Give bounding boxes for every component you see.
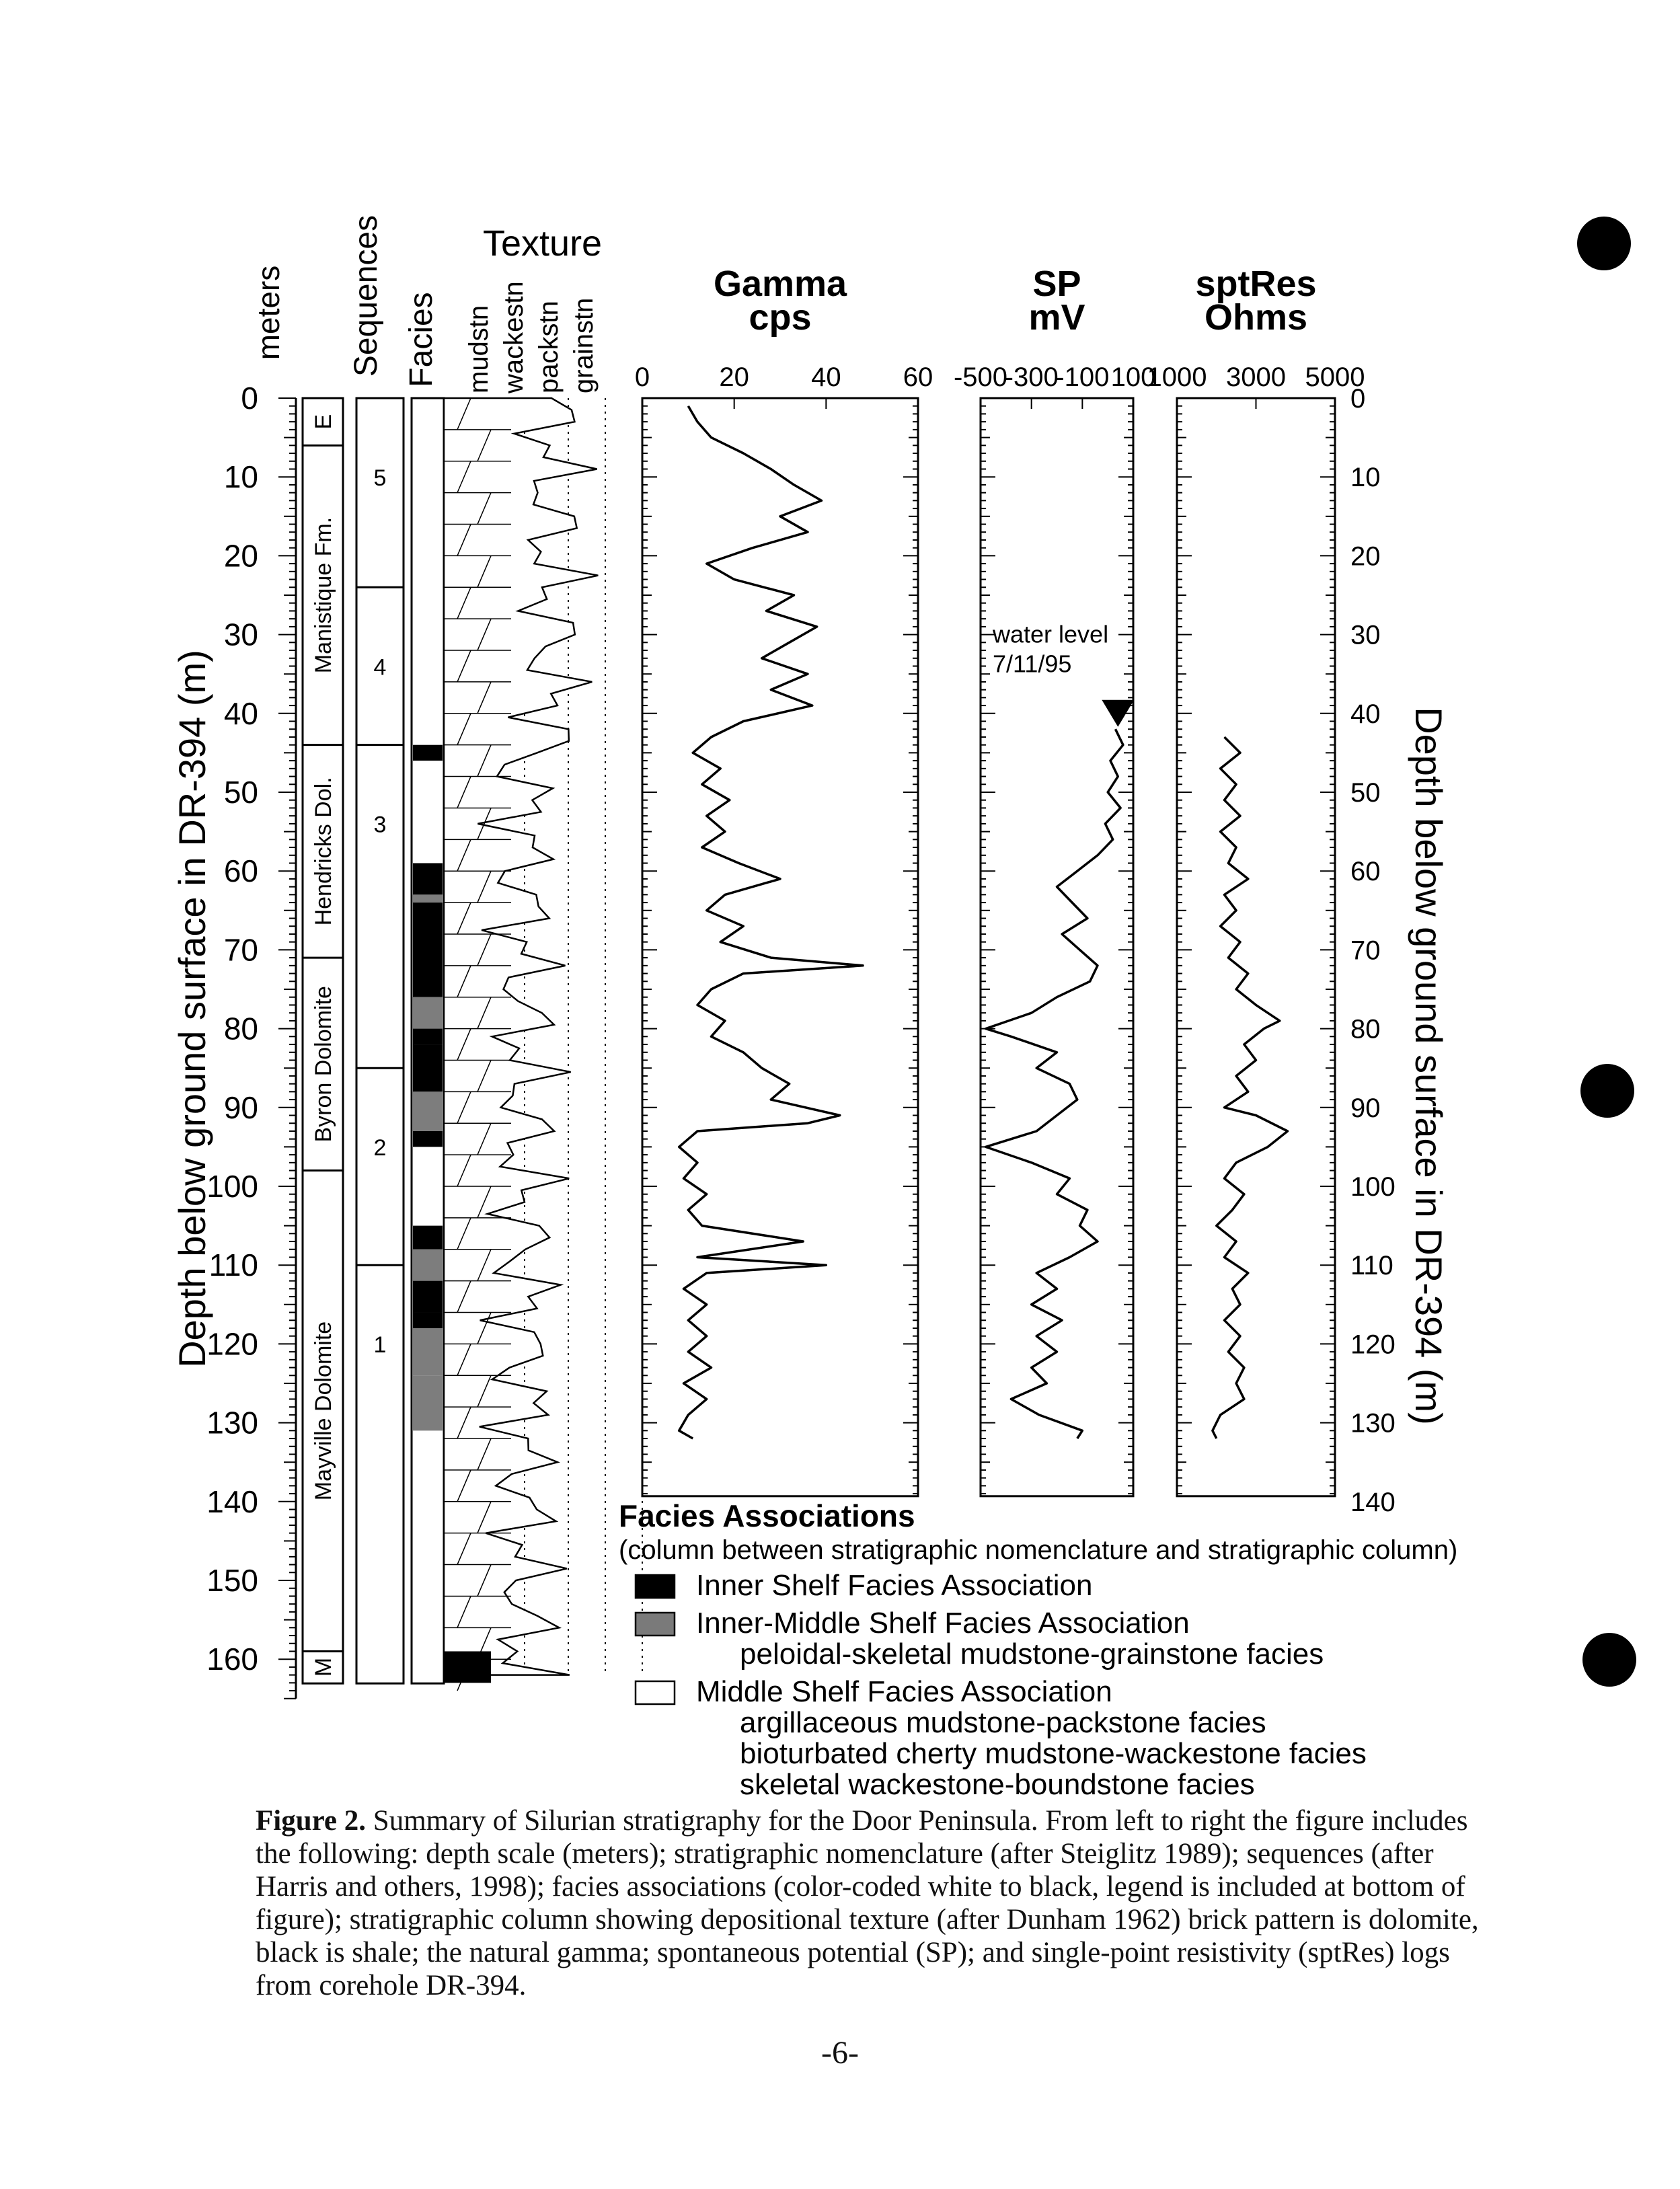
texture-class-label: wackestn	[499, 281, 529, 393]
legend-item-label: Inner-Middle Shelf Facies Association	[696, 1607, 1190, 1640]
depth-tick-label: 40	[223, 695, 258, 731]
right-depth-tick-label: 0	[1350, 384, 1366, 414]
facies-interval	[413, 863, 443, 894]
gamma-value-label: 40	[811, 362, 841, 392]
depth-tick-label: 140	[206, 1484, 258, 1519]
sequence-label: 5	[373, 465, 387, 491]
depth-tick-label: 110	[208, 1247, 258, 1283]
sp-curve	[986, 729, 1123, 1438]
facies-header: Facies	[404, 292, 439, 387]
formation-label: M	[311, 1657, 336, 1677]
sequence-label: 2	[373, 1135, 387, 1161]
well-logs	[635, 264, 1365, 1496]
depth-tick-label: 90	[223, 1089, 258, 1125]
figure-caption	[256, 1804, 1480, 2002]
depth-tick-label: 60	[223, 853, 258, 889]
sequence-label: 1	[373, 1332, 387, 1358]
right-depth-tick-label: 60	[1350, 857, 1381, 887]
facies-interval	[413, 1226, 443, 1250]
right-depth-tick-label: 10	[1350, 463, 1381, 493]
sp-title: SP	[1032, 264, 1081, 304]
facies-interval	[413, 1131, 443, 1147]
caption-label: Figure 2.	[256, 1805, 367, 1837]
legend-sub-item: skeletal wackestone-boundstone facies	[740, 1768, 1255, 1801]
formation-label: Hendricks Dol.	[311, 777, 336, 926]
texture-class-label: mudstn	[464, 305, 494, 393]
legend-item-label: Inner Shelf Facies Association	[696, 1569, 1093, 1602]
sp-panel	[981, 398, 1133, 1496]
formation-label: Byron Dolomite	[311, 986, 336, 1143]
formation-label: Mayville Dolomite	[311, 1321, 336, 1501]
stratigraphic-columns	[303, 215, 444, 1683]
gamma-value-label: 20	[719, 362, 749, 392]
texture-header: Texture	[483, 223, 603, 264]
sptres-value-label: 3000	[1226, 362, 1286, 392]
texture-column	[444, 223, 642, 1691]
sp-value-label: 100	[1110, 362, 1156, 392]
depth-tick-label: 70	[223, 932, 258, 968]
punch-hole-bottom	[1582, 1633, 1636, 1687]
right-depth-axis-label: Depth below ground surface in DR-394 (m)	[1408, 707, 1450, 1425]
facies-interval	[413, 1029, 443, 1044]
punch-hole-top	[1577, 217, 1631, 270]
caption-text: Summary of Silurian stratigraphy for the Door Peninsula. From left to right the figure includes the following: depth scale (meters); stratigraphic nomenclature (after Steiglitz 1989); sequences (after Harris and others, 1998); facies associations (color-coded white to black, legend is included at bottom of figure); stratigraphic column showing depositional texture (after Dunham 1962) brick pattern is dolomite, black is shale; the natural gamma; spontaneous potential (SP); and single-point resistivity (sptRes) logs from corehole DR-394.	[256, 1805, 1479, 2001]
depth-axis-label: Depth below ground surface in DR-394 (m)	[171, 650, 213, 1368]
depth-tick-label: 130	[206, 1405, 258, 1441]
right-depth-tick-label: 40	[1350, 699, 1381, 729]
page-number: -6-	[821, 2035, 859, 2071]
sptres-value-label: 5000	[1305, 362, 1365, 392]
facies-interval	[413, 903, 443, 997]
legend-sub-item: bioturbated cherty mudstone-wackestone facies	[740, 1737, 1367, 1770]
formation-label: E	[311, 414, 336, 430]
depth-tick-label: 120	[206, 1326, 258, 1362]
depth-tick-label: 30	[223, 617, 258, 652]
facies-interval	[413, 1044, 443, 1091]
sptres-title: sptRes	[1195, 264, 1317, 304]
shale-bed	[444, 1651, 491, 1683]
right-depth-tick-label: 30	[1350, 620, 1381, 650]
facies-interval	[413, 894, 443, 903]
sequence-column	[356, 398, 404, 1683]
meters-label: meters	[251, 265, 286, 360]
depth-tick-label: 80	[223, 1011, 258, 1046]
depth-tick-label: 20	[223, 538, 258, 574]
right-depth-tick-label: 90	[1350, 1093, 1381, 1123]
right-depth-tick-label: 140	[1350, 1487, 1396, 1517]
gamma-unit: cps	[749, 297, 812, 338]
sptres-curve	[1213, 737, 1288, 1438]
right-depth-tick-label: 20	[1350, 541, 1381, 572]
facies-interval	[413, 1250, 443, 1281]
depth-tick-label: 10	[223, 459, 258, 495]
legend-swatch	[636, 1575, 675, 1598]
right-depth-tick-label: 80	[1350, 1014, 1381, 1044]
gamma-value-label: 0	[634, 362, 650, 392]
legend-subtitle: (column between stratigraphic nomenclature and stratigraphic column)	[619, 1535, 1458, 1565]
right-depth-tick-label: 130	[1350, 1408, 1396, 1438]
right-depth-tick-label: 70	[1350, 935, 1381, 966]
legend-title: Facies Associations	[619, 1498, 915, 1533]
facies-interval	[413, 1375, 443, 1430]
facies-interval	[413, 1091, 443, 1131]
punch-hole-middle	[1580, 1064, 1634, 1118]
depth-tick-label: 160	[206, 1642, 258, 1677]
sp-value-label: -500	[953, 362, 1008, 392]
right-depth-axis	[1350, 384, 1450, 1517]
depth-tick-label: 0	[241, 381, 258, 416]
formation-label: Manistique Fm.	[311, 516, 336, 674]
right-depth-tick-label: 100	[1350, 1172, 1396, 1202]
gamma-curve	[679, 406, 863, 1438]
gamma-title: Gamma	[713, 264, 847, 304]
facies-legend	[619, 1498, 1457, 1801]
gamma-value-label: 60	[903, 362, 933, 392]
texture-class-label: grainstn	[569, 297, 599, 393]
depth-tick-label: 50	[223, 775, 258, 810]
water-level-label: water level	[993, 620, 1109, 648]
depth-tick-label: 100	[206, 1169, 258, 1204]
sptres-value-label: 1000	[1147, 362, 1207, 392]
water-level-label: 7/11/95	[993, 650, 1072, 678]
sequence-label: 3	[373, 812, 387, 838]
right-depth-tick-label: 110	[1350, 1251, 1393, 1281]
legend-item-label: Middle Shelf Facies Association	[696, 1675, 1112, 1708]
sp-value-label: -300	[1004, 362, 1059, 392]
sp-value-label: -100	[1055, 362, 1110, 392]
right-depth-tick-label: 120	[1350, 1330, 1396, 1360]
sequence-label: 4	[373, 654, 387, 681]
depth-tick-label: 150	[206, 1563, 258, 1598]
sp-unit: mV	[1028, 297, 1085, 338]
facies-interval	[413, 997, 443, 1029]
depth-scale-axis	[171, 266, 296, 1699]
legend-swatch	[636, 1681, 675, 1704]
facies-interval	[413, 1313, 443, 1328]
right-depth-tick-label: 50	[1350, 778, 1381, 808]
legend-sub-item: peloidal-skeletal mudstone-grainstone facies	[740, 1638, 1324, 1670]
sptres-unit: Ohms	[1204, 297, 1308, 338]
texture-class-label: packstn	[534, 301, 564, 393]
sequences-header: Sequences	[348, 215, 384, 377]
legend-swatch	[636, 1613, 675, 1636]
sptres-panel	[1177, 398, 1335, 1496]
gamma-panel	[642, 398, 918, 1496]
facies-interval	[413, 1281, 443, 1313]
facies-interval	[413, 1328, 443, 1375]
legend-sub-item: argillaceous mudstone-packstone facies	[740, 1706, 1266, 1739]
facies-interval	[413, 745, 443, 761]
